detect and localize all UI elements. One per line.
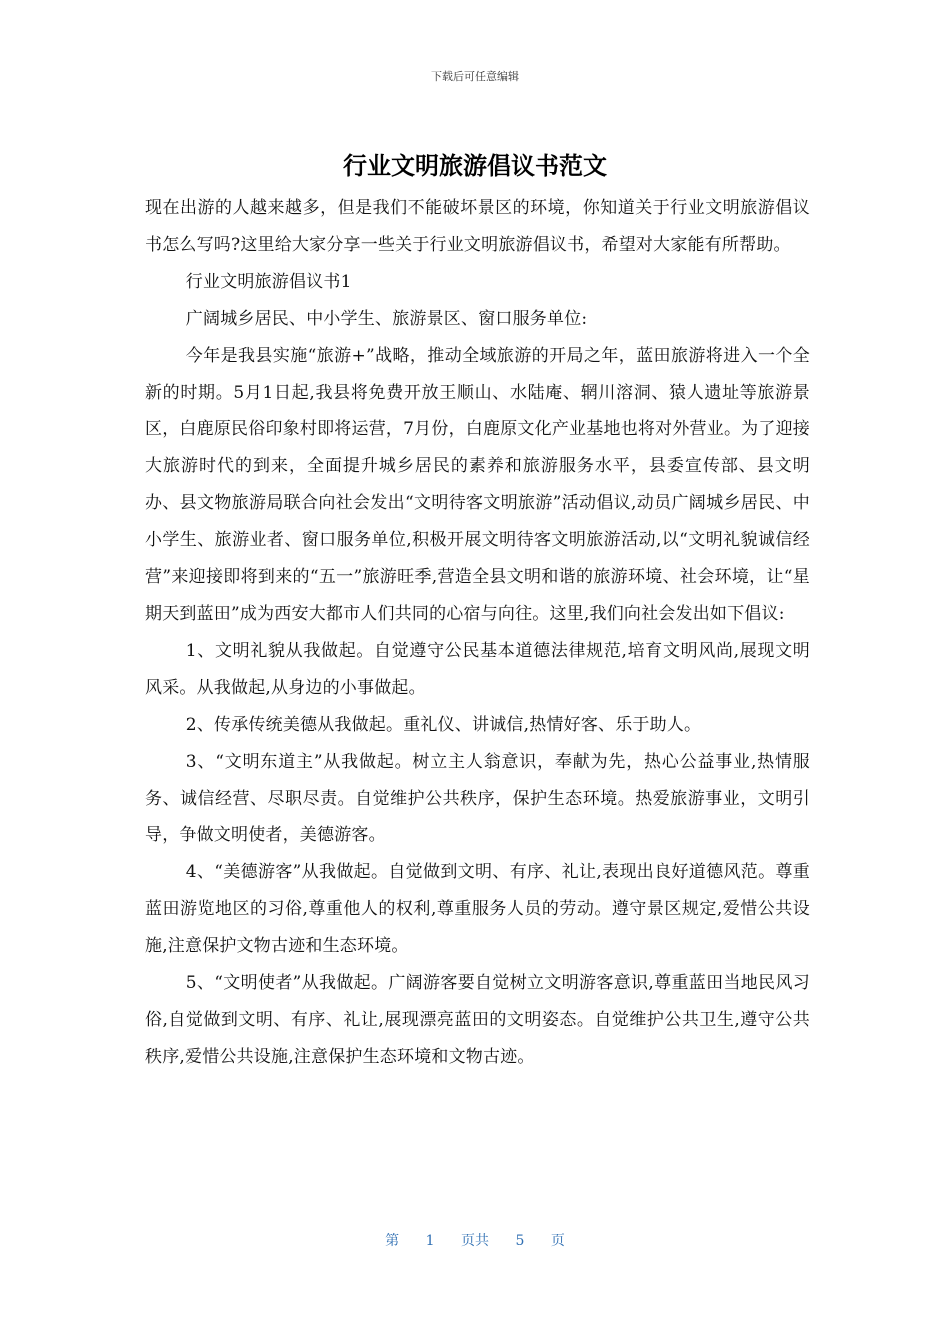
proposal-item-2: 2、传承传统美德从我做起。重礼仪、讲诚信,热情好客、乐于助人。 [185, 714, 702, 735]
document-title: 行业文明旅游倡议书范文 [343, 152, 607, 180]
section-heading: 行业文明旅游倡议书1 [185, 271, 352, 292]
page-footer [0, 1230, 950, 1250]
document-body [145, 190, 810, 1076]
footer-prefix: 第 [385, 1233, 400, 1249]
proposal-item-3: 3、“文明东道主”从我做起。树立主人翁意识，奉献为先，热心公益事业,热情服务、诚信经营、尽职尽责。自觉维护公共秩序，保护生态环境。热爱旅游事业，文明引导，争做文明使者，美德游客。 [145, 751, 810, 846]
body-paragraph: 今年是我县实施“旅游+”战略，推动全域旅游的开局之年，蓝田旅游将进入一个全新的时期。5月1日起,我县将免费开放王顺山、水陆庵、辋川溶洞、猿人遗址等旅游景区，白鹿原民俗印象村即将运营，7月份，白鹿原文化产业基地也将对外营业。为了迎接大旅游时代的到来，全面提升城乡居民的素养和旅游服务水平，县委宣传部、县文明办、县文物旅游局联合向社会发出“文明待客文明旅游”活动倡议,动员广阔城乡居民、中小学生、旅游业者、窗口服务单位,积极开展文明待客文明旅游活动,以“文明礼貌诚信经营”来迎接即将到来的“五一”旅游旺季,营造全县文明和谐的旅游环境、社会环境，让“星期天到蓝田”成为西安大都市人们共同的心宿与向往。这里,我们向社会发出如下倡议: [145, 345, 810, 624]
footer-current-page: 1 [425, 1233, 435, 1249]
salutation: 广阔城乡居民、中小学生、旅游景区、窗口服务单位: [185, 308, 588, 329]
intro-paragraph: 现在出游的人越来越多，但是我们不能破坏景区的环境，你知道关于行业文明旅游倡议书怎么写吗?这里给大家分享一些关于行业文明旅游倡议书，希望对大家能有所帮助。 [145, 198, 810, 255]
footer-middle: 页共 [461, 1233, 489, 1249]
footer-total-pages: 5 [515, 1233, 525, 1249]
proposal-item-4: 4、“美德游客”从我做起。自觉做到文明、有序、礼让,表现出良好道德风范。尊重蓝田游览地区的习俗,尊重他人的权利,尊重服务人员的劳动。遵守景区规定,爱惜公共设施,注意保护文物古迹和生态环境。 [145, 862, 810, 957]
proposal-item-1: 1、文明礼貌从我做起。自觉遵守公民基本道德法律规范,培育文明风尚,展现文明风采。从我做起,从身边的小事做起。 [145, 640, 810, 698]
footer-suffix: 页 [550, 1233, 565, 1249]
proposal-item-5: 5、“文明使者”从我做起。广阔游客要自觉树立文明游客意识,尊重蓝田当地民风习俗,自觉做到文明、有序、礼让,展现漂亮蓝田的文明姿态。自觉维护公共卫生,遵守公共秩序,爱惜公共设施,注意保护生态环境和文物古迹。 [145, 973, 810, 1067]
page-header-note: 下载后可任意编辑 [431, 70, 519, 83]
